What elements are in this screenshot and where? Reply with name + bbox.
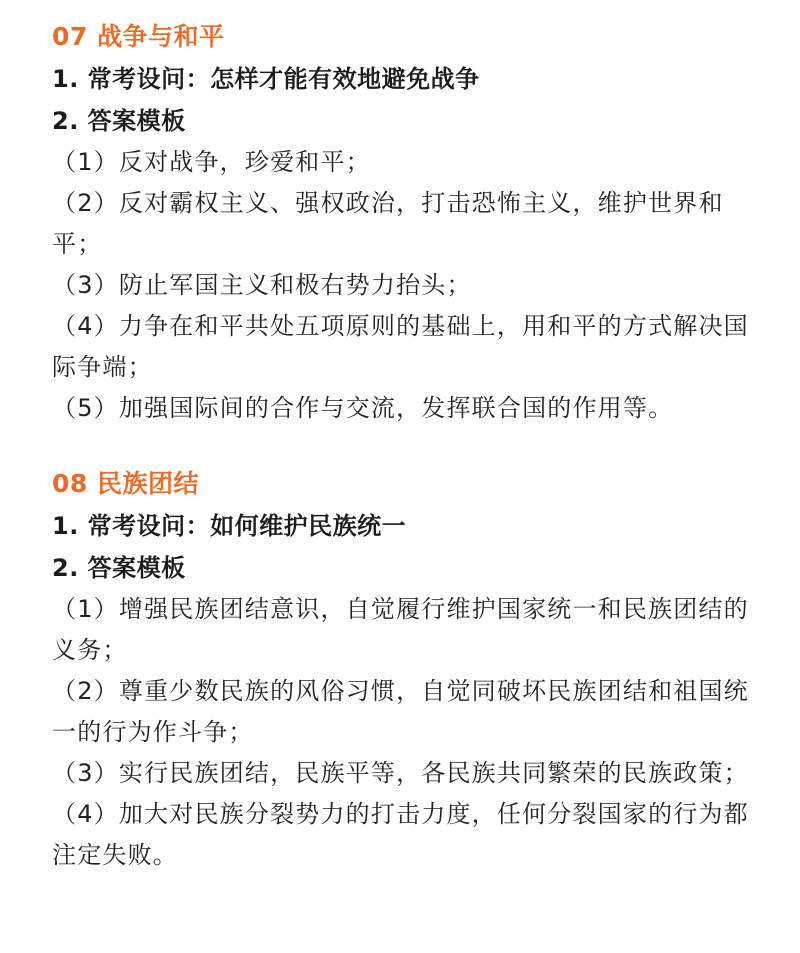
question-line: 1. 常考设问：如何维护民族统一 bbox=[52, 512, 407, 540]
answer-item: （1）反对战争，珍爱和平； bbox=[52, 148, 371, 176]
answer-item: （4）力争在和平共处五项原则的基础上，用和平的方式解决国际争端； bbox=[52, 312, 749, 381]
answer-template-label: 2. 答案模板 bbox=[52, 107, 186, 135]
answer-item: （2）反对霸权主义、强权政治，打击恐怖主义，维护世界和平； bbox=[52, 189, 724, 258]
answer-item: （1）增强民族团结意识，自觉履行维护国家统一和民族团结的义务； bbox=[52, 595, 749, 664]
answer-item: （2）尊重少数民族的风俗习惯，自觉同破坏民族团结和祖国统一的行为作斗争； bbox=[52, 677, 749, 746]
answer-item: （3）防止军国主义和极右势力抬头； bbox=[52, 271, 472, 299]
section-ethnic-unity bbox=[52, 463, 752, 876]
answer-item: （5）加强国际间的合作与交流，发挥联合国的作用等。 bbox=[52, 394, 674, 422]
answer-template-label: 2. 答案模板 bbox=[52, 554, 186, 582]
section-war-and-peace bbox=[52, 16, 752, 429]
question-line: 1. 常考设问：怎样才能有效地避免战争 bbox=[52, 65, 480, 93]
answer-item: （3）实行民族团结，民族平等，各民族共同繁荣的民族政策； bbox=[52, 759, 749, 787]
section-title: 07 战争与和平 bbox=[52, 22, 225, 51]
section-title: 08 民族团结 bbox=[52, 469, 199, 498]
answer-item: （4）加大对民族分裂势力的打击力度，任何分裂国家的行为都注定失败。 bbox=[52, 800, 749, 869]
